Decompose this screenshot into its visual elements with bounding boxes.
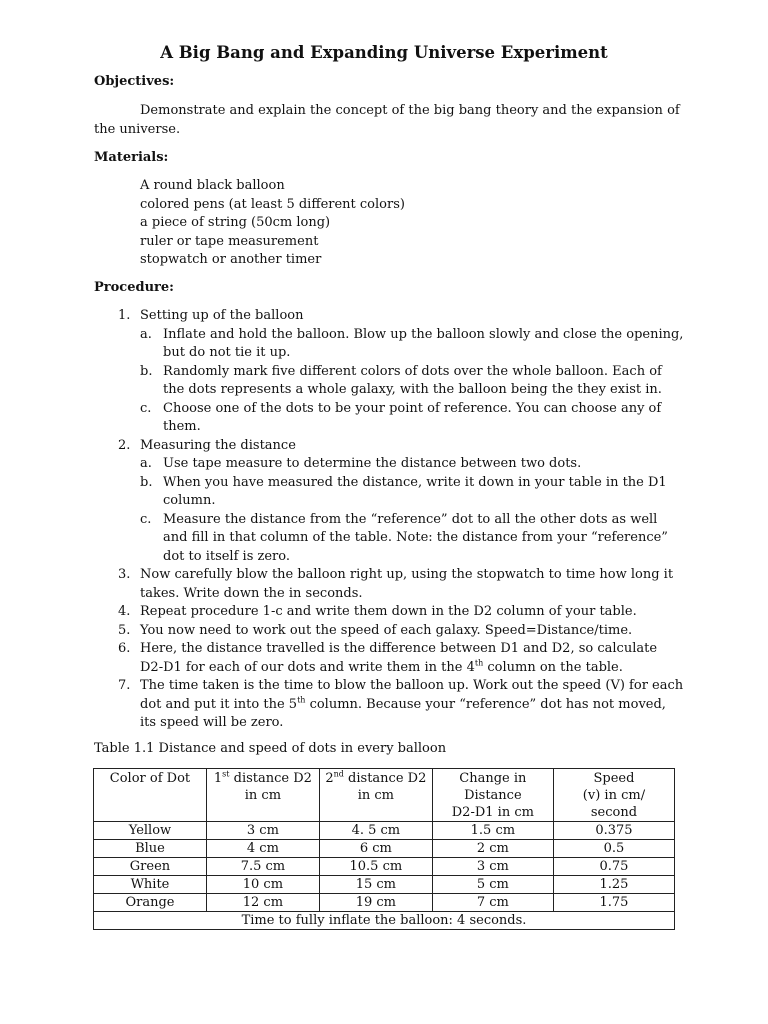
- header-change: [432, 769, 553, 822]
- header-text: D2-D1 in cm: [451, 805, 534, 820]
- step-number: 4.: [118, 604, 131, 619]
- materials-item: stopwatch or another timer: [140, 252, 322, 267]
- step-text: [140, 640, 684, 677]
- procedure-step: [94, 437, 684, 567]
- header-text: distance D2: [229, 771, 312, 786]
- step-number: 3.: [118, 567, 131, 582]
- table-row: [94, 858, 675, 876]
- cell-speed: 0.5: [553, 840, 674, 858]
- table-footer-row: [94, 912, 675, 930]
- procedure-step: [94, 307, 684, 437]
- table-row: [94, 840, 675, 858]
- header-text: distance D2: [343, 771, 427, 786]
- cell-distance-1: 7.5 cm: [206, 858, 319, 876]
- cell-change: 7 cm: [432, 894, 553, 912]
- cell-change: 1.5 cm: [432, 822, 553, 840]
- cell-distance-1: 3 cm: [206, 822, 319, 840]
- procedure-step: [94, 603, 684, 622]
- materials-item: A round black balloon: [140, 178, 285, 193]
- step-number: 2.: [118, 437, 131, 453]
- substep-text: Use tape measure to determine the distance between two dots.: [163, 456, 582, 471]
- cell-color: Blue: [94, 840, 207, 858]
- step-text-part: Here, the distance travelled is the difference between D1 and D2, so calculate D2-D1 for each of our dots and write them in the 4: [140, 641, 658, 675]
- step-text-part: The time taken is the time to blow the balloon up. Work out the speed (V) for each dot and put it into the 5: [140, 678, 684, 712]
- header-text: (v) in cm/: [582, 788, 646, 803]
- superscript: nd: [333, 769, 344, 779]
- cell-distance-1: 10 cm: [206, 876, 319, 894]
- procedure-substep: [140, 326, 684, 363]
- step-text: Measuring the distance: [140, 437, 296, 453]
- procedure-step: [94, 640, 684, 677]
- procedure-list: [94, 307, 684, 733]
- header-text: Speed: [593, 771, 635, 786]
- materials-list: [140, 177, 405, 270]
- table-footer: Time to fully inflate the balloon: 4 seconds.: [94, 912, 675, 930]
- cell-distance-2: 6 cm: [319, 840, 432, 858]
- cell-distance-1: 12 cm: [206, 894, 319, 912]
- header-text: Change in: [459, 771, 527, 786]
- objectives-text-body: Demonstrate and explain the concept of the big bang theory and the expansion of the universe.: [94, 103, 680, 137]
- step-text: Repeat procedure 1-c and write them down in the D2 column of your table.: [140, 604, 637, 619]
- cell-distance-2: 10.5 cm: [319, 858, 432, 876]
- step-text: [140, 677, 684, 733]
- procedure-step: [94, 566, 684, 603]
- step-text: Setting up of the balloon: [140, 308, 304, 323]
- substep-letter: b.: [140, 363, 153, 379]
- procedure-substep: [140, 474, 684, 511]
- cell-speed: 1.25: [553, 876, 674, 894]
- header-text: 2: [325, 771, 334, 786]
- header-text: in cm: [357, 788, 394, 803]
- step-text-part: column. Because your “reference” dot has not moved, its speed will be zero.: [140, 696, 666, 730]
- step-number: 6.: [118, 641, 131, 656]
- materials-item: colored pens (at least 5 different colors): [140, 196, 405, 212]
- materials-item: a piece of string (50cm long): [140, 215, 331, 230]
- step-text-part: column on the table.: [483, 659, 623, 675]
- header-text: Color of Dot: [109, 771, 191, 786]
- table-header-row: [94, 769, 675, 822]
- cell-speed: 0.375: [553, 822, 674, 840]
- data-table: [93, 768, 675, 930]
- step-text: Now carefully blow the balloon right up, using the stopwatch to time how long it takes. Write down the in seconds.: [140, 567, 674, 601]
- cell-color: Yellow: [94, 822, 207, 840]
- cell-color: Green: [94, 858, 207, 876]
- procedure-substep: [140, 455, 684, 474]
- materials-item: ruler or tape measurement: [140, 233, 319, 249]
- header-speed: [553, 769, 674, 822]
- table-row: [94, 822, 675, 840]
- table-row: [94, 894, 675, 912]
- procedure-step: [94, 677, 684, 733]
- substep-letter: c.: [140, 400, 152, 416]
- cell-distance-2: 19 cm: [319, 894, 432, 912]
- cell-color: White: [94, 876, 207, 894]
- header-text: 1: [213, 771, 223, 786]
- step-text: You now need to work out the speed of each galaxy. Speed=Distance/time.: [140, 622, 633, 638]
- procedure-substep: [140, 511, 684, 567]
- document-title: A Big Bang and Expanding Universe Experiment: [160, 43, 608, 62]
- objectives-heading: Objectives:: [94, 74, 175, 89]
- cell-speed: 0.75: [553, 858, 674, 876]
- procedure-substep: [140, 363, 684, 400]
- step-number: 5.: [118, 622, 131, 638]
- header-distance-2: [319, 769, 432, 822]
- substep-letter: a.: [140, 326, 152, 342]
- header-text: Distance: [464, 788, 522, 803]
- superscript: st: [222, 769, 230, 779]
- cell-speed: 1.75: [553, 894, 674, 912]
- cell-distance-1: 4 cm: [206, 840, 319, 858]
- cell-change: 3 cm: [432, 858, 553, 876]
- cell-color: Orange: [94, 894, 207, 912]
- header-color: [94, 769, 207, 822]
- materials-heading: Materials:: [94, 150, 169, 165]
- substep-letter: c.: [140, 511, 152, 527]
- superscript: th: [474, 658, 484, 668]
- objectives-text: [94, 102, 684, 139]
- header-text: in cm: [244, 788, 282, 803]
- cell-change: 5 cm: [432, 876, 553, 894]
- procedure-substep: [140, 400, 684, 437]
- cell-distance-2: 4. 5 cm: [319, 822, 432, 840]
- substep-text: Measure the distance from the “reference” dot to all the other dots as well and fill in that column of the table. Note: the distance from your “reference” dot to itself is zero.: [163, 511, 668, 564]
- substep-letter: a.: [140, 456, 152, 471]
- cell-distance-2: 15 cm: [319, 876, 432, 894]
- table-row: [94, 876, 675, 894]
- substep-letter: b.: [140, 474, 153, 490]
- cell-change: 2 cm: [432, 840, 553, 858]
- procedure-step: [94, 622, 684, 641]
- substep-text: Randomly mark five different colors of dots over the whole balloon. Each of the dots represents a whole galaxy, with the balloon being the they exist in.: [163, 363, 662, 397]
- header-distance-1: [206, 769, 319, 822]
- substep-text: Choose one of the dots to be your point of reference. You can choose any of them.: [163, 400, 662, 434]
- superscript: th: [297, 695, 306, 705]
- substep-text: When you have measured the distance, write it down in your table in the D1 column.: [163, 474, 667, 508]
- procedure-heading: Procedure:: [94, 280, 174, 295]
- step-number: 1.: [118, 308, 131, 323]
- header-text: second: [590, 805, 638, 820]
- step-number: 7.: [118, 678, 131, 693]
- table-caption: Table 1.1 Distance and speed of dots in every balloon: [94, 741, 447, 756]
- substep-text: Inflate and hold the balloon. Blow up the balloon slowly and close the opening, but do not tie it up.: [163, 326, 684, 360]
